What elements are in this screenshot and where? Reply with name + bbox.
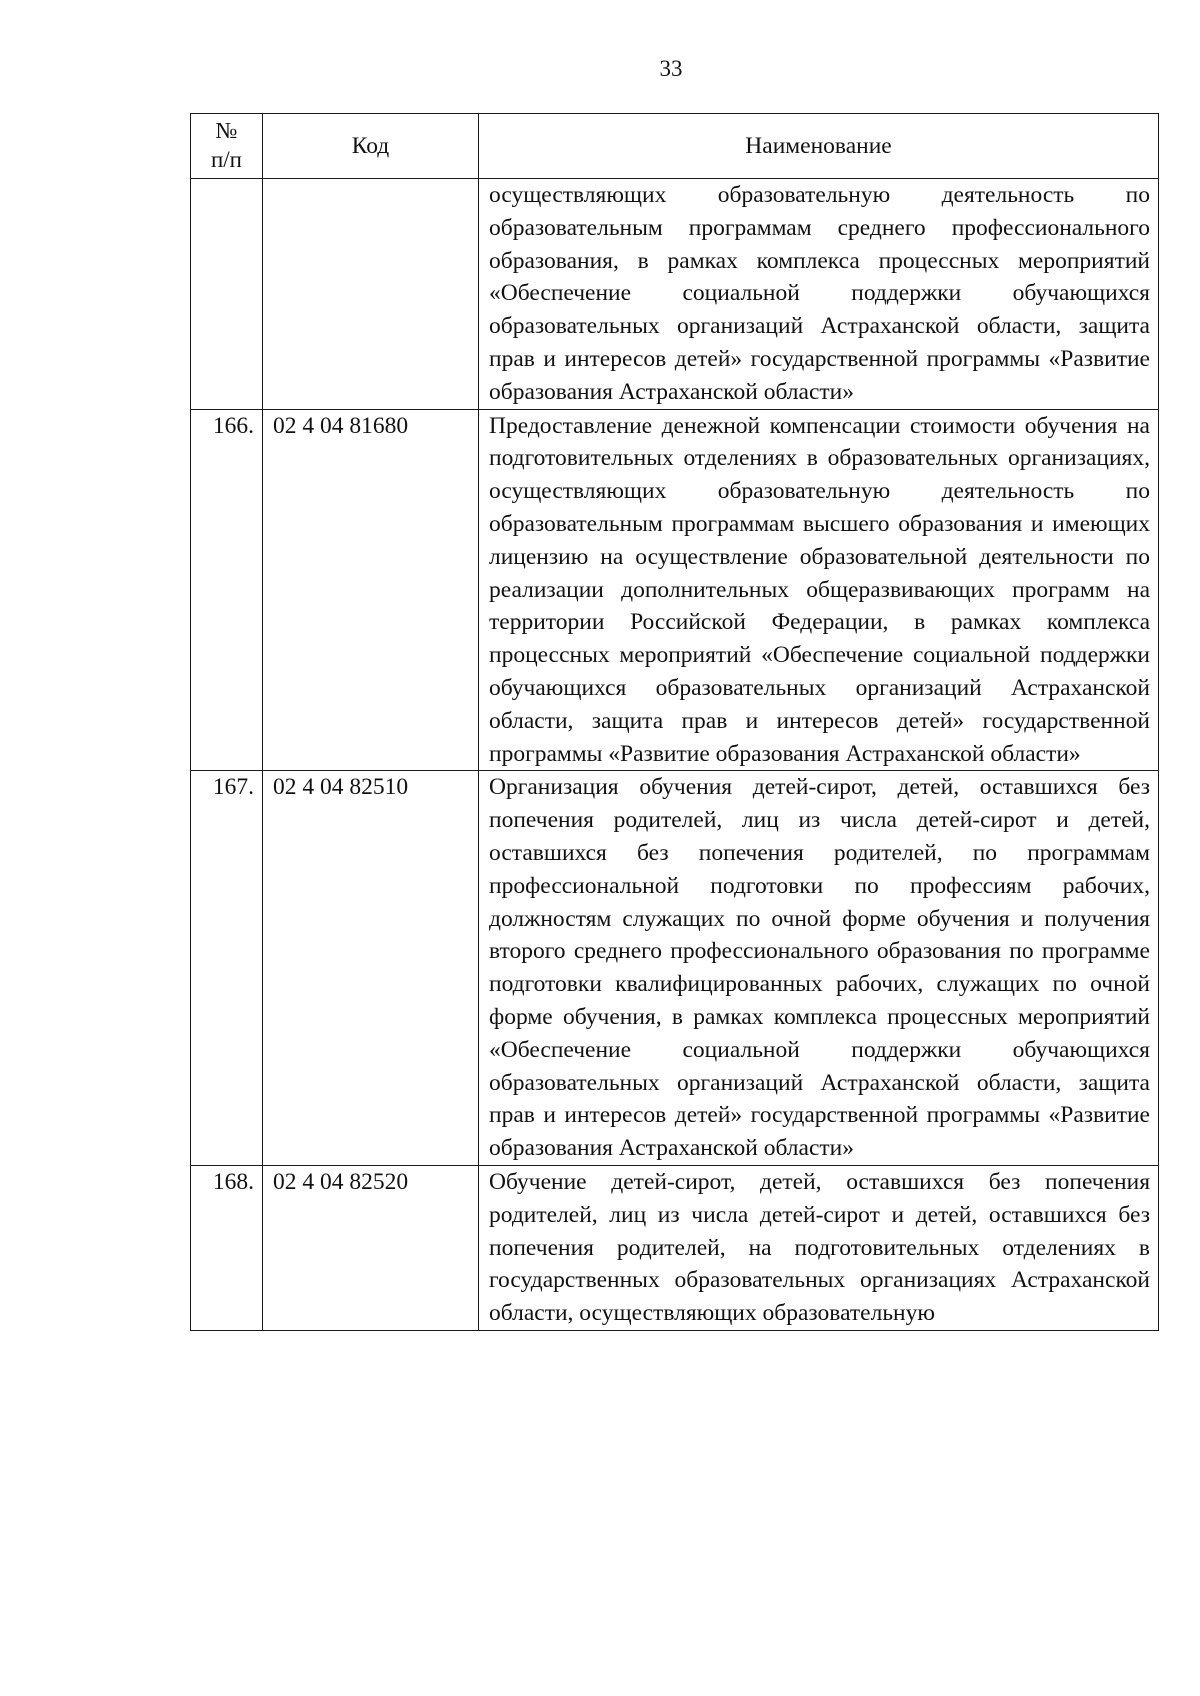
row-code: 02 4 04 82510: [263, 771, 479, 1166]
row-name: Предоставление денежной компенсации стоимости обучения на подготовительных отделениях в образовательных организациях, осуществляющих образовательную деятельность по образовательным программам высшего образования и имеющих лицензию на осуществление образовательной деятельности по реализации дополнительных общеразвивающих программ на территории Российской Федерации, в рамках комплекса процессных мероприятий «Обеспечение социальной поддержки обучающихся образовательных организаций Астраханской области, защита прав и интересов детей» государственной программы «Развитие образования Астраханской области»: [479, 409, 1159, 771]
table-header-row: [191, 114, 1159, 179]
row-name: Обучение детей-сирот, детей, оставшихся без попечения родителей, лиц из числа детей-сирот и детей, оставшихся без попечения родителей, на подготовительных отделениях в государственных образовательных организациях Астраханской области, осуществляющих образовательную: [479, 1165, 1159, 1330]
row-number: 166.: [191, 409, 263, 771]
header-code: Код: [263, 114, 479, 179]
budget-code-table: [190, 113, 1159, 1331]
row-code: 02 4 04 82520: [263, 1165, 479, 1330]
row-code: 02 4 04 81680: [263, 409, 479, 771]
table-row: [191, 409, 1159, 771]
header-number-sign: №: [215, 118, 238, 143]
row-number: 168.: [191, 1165, 263, 1330]
row-code: [263, 179, 479, 410]
table-row: [191, 771, 1159, 1166]
header-number-abbrev: п/п: [210, 147, 242, 172]
row-name: осуществляющих образовательную деятельность по образовательным программам среднего профессионального образования, в рамках комплекса процессных мероприятий «Обеспечение социальной поддержки обучающихся образовательных организаций Астраханской области, защита прав и интересов детей» государственной программы «Развитие образования Астраханской области»: [479, 179, 1159, 410]
table-row: [191, 179, 1159, 410]
page-number: 33: [659, 56, 683, 81]
row-number: 167.: [191, 771, 263, 1166]
header-number: [191, 114, 263, 179]
table-row: [191, 1165, 1159, 1330]
row-number: [191, 179, 263, 410]
row-name: Организация обучения детей-сирот, детей, оставшихся без попечения родителей, лиц из числа детей-сирот и детей, оставшихся без попечения родителей, по программам профессиональной подготовки по профессиям рабочих, должностям служащих по очной форме обучения и получения второго среднего профессионального образования по программе подготовки квалифицированных рабочих, служащих по очной форме обучения, в рамках комплекса процессных мероприятий «Обеспечение социальной поддержки обучающихся образовательных организаций Астраханской области, защита прав и интересов детей» государственной программы «Развитие образования Астраханской области»: [479, 771, 1159, 1166]
header-name: Наименование: [479, 114, 1159, 179]
